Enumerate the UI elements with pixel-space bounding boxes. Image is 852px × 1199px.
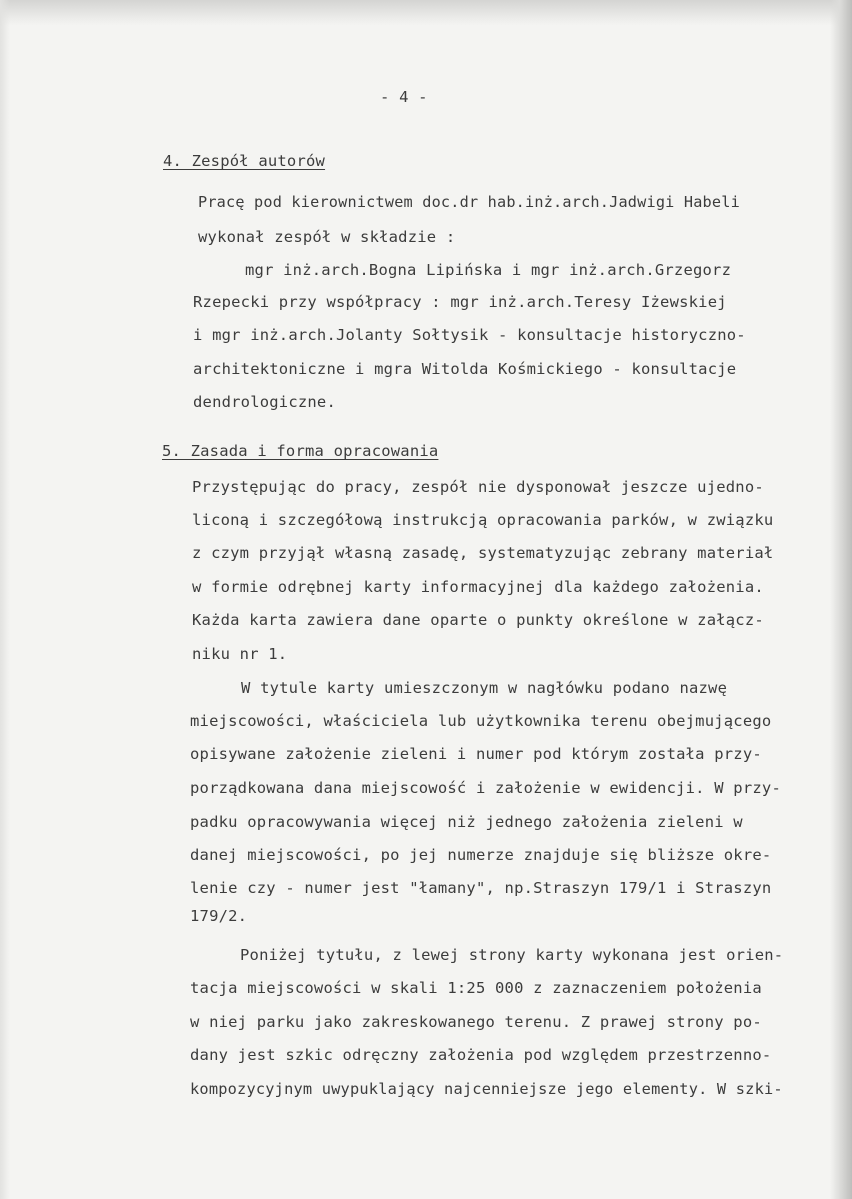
section-5-line: w niej parku jako zakreskowanego terenu. Z prawej strony po- <box>190 1013 762 1031</box>
section-5-line: Poniżej tytułu, z lewej strony karty wykonana jest orien- <box>240 946 784 964</box>
page-number: - 4 - <box>380 88 428 106</box>
section-5-line: Przystępując do pracy, zespół nie dysponował jeszcze ujedno- <box>192 478 764 496</box>
section-5-line: kompozycyjnym uwypuklający najcenniejsze jego elementy. W szki- <box>190 1080 783 1098</box>
section-5-line: z czym przyjął własną zasadę, systematyzując zebrany materiał <box>192 544 774 562</box>
section-5-line: liconą i szczegółową instrukcją opracowania parków, w związku <box>192 511 774 529</box>
section-5-line: danej miejscowości, po jej numerze znajduje się bliższe okre- <box>190 846 772 864</box>
scan-edge-right <box>830 0 852 1199</box>
section-5-line: Każda karta zawiera dane oparte o punkty określone w załącz- <box>192 611 764 629</box>
section-5-line: miejscowości, właściciela lub użytkownika terenu obejmującego <box>190 712 772 730</box>
section-5-line: porządkowana dana miejscowość i założenie w ewidencji. W przy- <box>190 779 781 797</box>
section-5-heading: 5. Zasada i forma opracowania <box>162 442 439 460</box>
section-4-line: Pracę pod kierownictwem doc.dr hab.inż.arch.Jadwigi Habeli <box>198 193 740 211</box>
section-4-line: dendrologiczne. <box>193 393 336 411</box>
section-4-line: architektoniczne i mgra Witolda Kośmickiego - konsultacje <box>193 360 737 378</box>
section-5-line: padku opracowywania więcej niż jednego założenia zieleni w <box>190 813 743 831</box>
section-4-line: Rzepecki przy współpracy : mgr inż.arch.Teresy Iżewskiej <box>193 293 727 311</box>
scan-edge-top <box>0 0 852 26</box>
section-4-heading: 4. Zespół autorów <box>163 152 326 170</box>
section-5-line: 179/2. <box>190 907 248 925</box>
scan-edge-left <box>0 0 10 1199</box>
section-5-line: niku nr 1. <box>192 645 288 663</box>
section-5-line: W tytule karty umieszczonym w nagłówku podano nazwę <box>241 679 728 697</box>
section-4-line: mgr inż.arch.Bogna Lipińska i mgr inż.arch.Grzegorz <box>245 261 732 279</box>
section-5-line: dany jest szkic odręczny założenia pod względem przestrzenno- <box>190 1046 772 1064</box>
section-5-line: w formie odrębnej karty informacyjnej dla każdego założenia. <box>192 578 764 596</box>
section-5-line: opisywane założenie zieleni i numer pod którym została przy- <box>190 745 762 763</box>
section-4-line: i mgr inż.arch.Jolanty Sołtysik - konsultacje historyczno- <box>193 326 746 344</box>
section-5-line: lenie czy - numer jest "łamany", np.Straszyn 179/1 i Straszyn <box>190 879 772 897</box>
section-4-line: wykonał zespół w składzie : <box>198 228 456 246</box>
section-5-line: tacja miejscowości w skali 1:25 000 z zaznaczeniem położenia <box>190 979 762 997</box>
